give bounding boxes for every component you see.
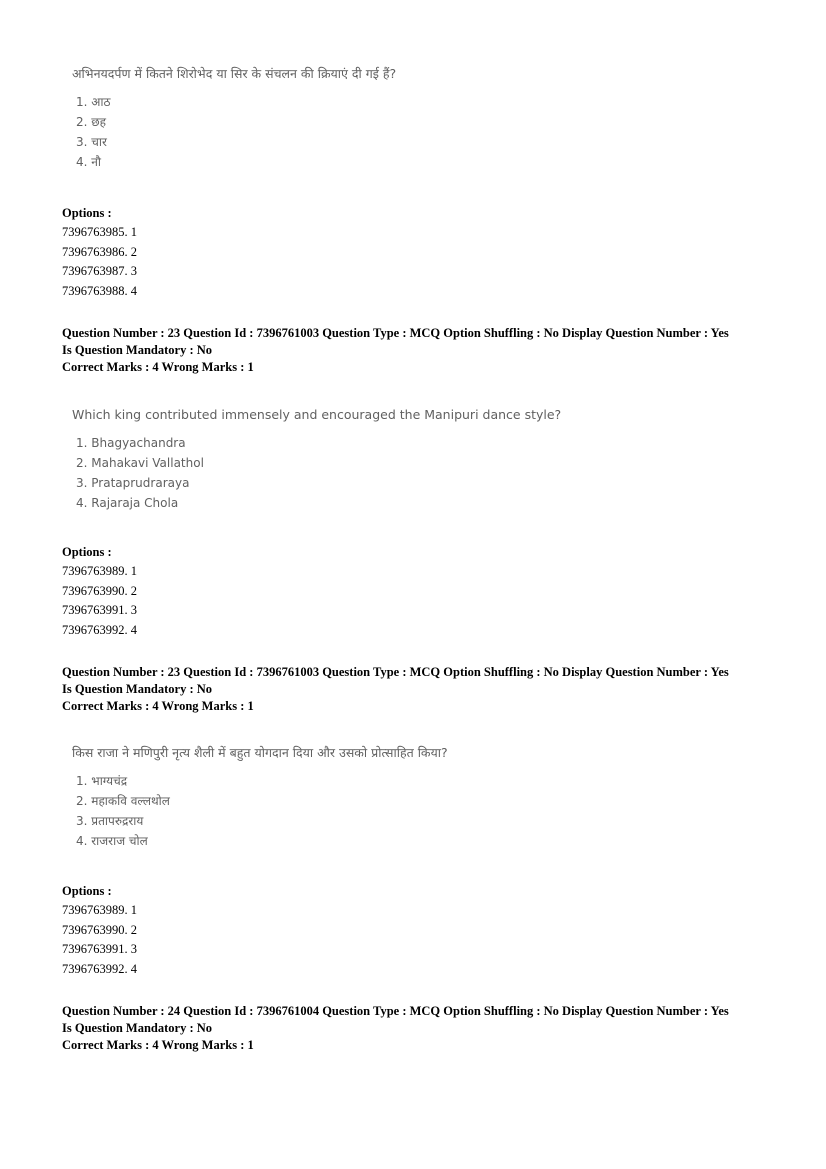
question-meta-line: Correct Marks : 4 Wrong Marks : 1 — [62, 699, 254, 713]
question-meta-line: Correct Marks : 4 Wrong Marks : 1 — [62, 1038, 254, 1052]
choice-item: 1. भाग्यचंद्र — [76, 774, 128, 788]
choice-item: 1. Bhagyachandra — [76, 436, 186, 450]
question-meta-line: Is Question Mandatory : No — [62, 682, 213, 696]
question-meta — [62, 1003, 782, 1054]
question-image — [72, 407, 561, 513]
choice-item: 2. महाकवि वल्लथोल — [76, 794, 170, 808]
question-meta-line: Question Number : 24 Question Id : 7396761004 Question Type : MCQ Option Shuffling : No Display Question Number : Yes — [62, 1004, 729, 1018]
option-row: 7396763990. 2 — [62, 922, 137, 937]
question-text: Which king contributed immensely and encouraged the Manipuri dance style? — [72, 407, 562, 422]
options-header: Options : — [62, 206, 112, 220]
question-text: किस राजा ने मणिपुरी नृत्य शैली में बहुत योगदान दिया और उसको प्रोत्साहित किया? — [72, 745, 448, 760]
question-image — [72, 66, 396, 172]
choice-item: 3. चार — [76, 135, 107, 149]
question-meta-line: Is Question Mandatory : No — [62, 343, 213, 357]
option-row: 7396763988. 4 — [62, 283, 137, 298]
option-row: 7396763991. 3 — [62, 942, 137, 956]
choice-item: 4. राजराज चोल — [76, 834, 148, 848]
question-image — [72, 745, 448, 851]
choice-item: 1. आठ — [76, 95, 111, 109]
option-row: 7396763985. 1 — [62, 225, 137, 239]
options-header: Options : — [62, 884, 112, 898]
question-meta — [62, 325, 782, 376]
question-meta-line: Question Number : 23 Question Id : 7396761003 Question Type : MCQ Option Shuffling : No Display Question Number : Yes — [62, 665, 729, 679]
option-row: 7396763990. 2 — [62, 583, 137, 598]
option-row: 7396763992. 4 — [62, 961, 137, 976]
choice-item: 2. Mahakavi Vallathol — [76, 456, 204, 470]
option-row: 7396763989. 1 — [62, 564, 137, 578]
options-list — [62, 203, 137, 301]
option-row: 7396763992. 4 — [62, 622, 137, 637]
choice-item: 3. प्रतापरुद्रराय — [76, 814, 144, 828]
question-meta-line: Is Question Mandatory : No — [62, 1021, 213, 1035]
options-header: Options : — [62, 545, 112, 559]
question-meta-line: Question Number : 23 Question Id : 7396761003 Question Type : MCQ Option Shuffling : No Display Question Number : Yes — [62, 326, 729, 340]
option-row: 7396763991. 3 — [62, 603, 137, 617]
options-list — [62, 881, 137, 979]
options-list — [62, 542, 137, 640]
choice-item: 4. नौ — [76, 155, 102, 169]
choice-item: 3. Prataprudraraya — [76, 476, 190, 490]
question-meta — [62, 664, 782, 715]
choice-item: 4. Rajaraja Chola — [76, 496, 179, 510]
option-row: 7396763987. 3 — [62, 264, 137, 278]
option-row: 7396763986. 2 — [62, 244, 137, 259]
question-text: अभिनयदर्पण में कितने शिरोभेद या सिर के संचलन की क्रियाएं दी गई हैं? — [72, 66, 397, 81]
option-row: 7396763989. 1 — [62, 903, 137, 917]
choice-item: 2. छह — [76, 115, 107, 129]
question-meta-line: Correct Marks : 4 Wrong Marks : 1 — [62, 360, 254, 374]
